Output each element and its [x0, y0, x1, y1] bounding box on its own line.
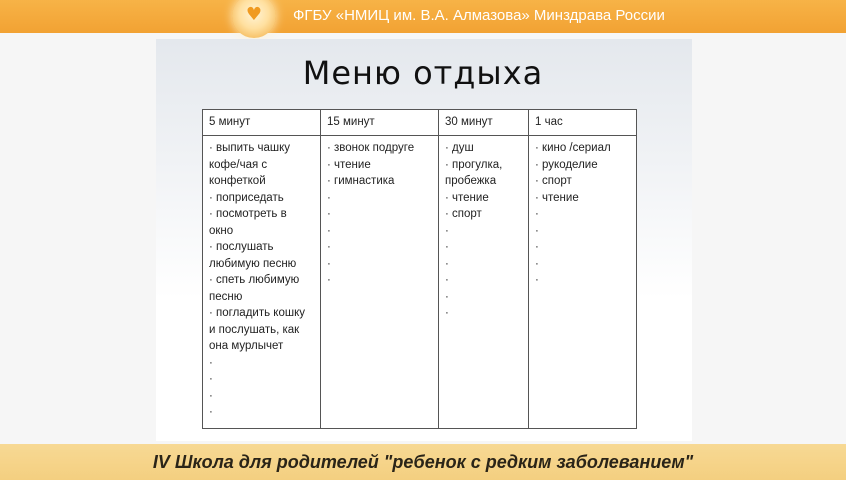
header-bar — [0, 0, 846, 33]
list-item: · посмотреть в окно — [209, 206, 314, 239]
list-item — [445, 305, 522, 322]
list-item: · прогулка, пробежка — [445, 157, 522, 190]
list-item — [327, 272, 432, 289]
list-item: · кино /сериал — [535, 140, 630, 157]
list-item — [445, 239, 522, 256]
list-item — [535, 223, 630, 240]
list-item: · душ — [445, 140, 522, 157]
list-item: · поприседать — [209, 190, 314, 207]
list-item: · выпить чашку кофе/чая с конфеткой — [209, 140, 314, 190]
list-item — [445, 223, 522, 240]
table-cell-5min — [203, 136, 321, 429]
list-item — [209, 371, 314, 388]
list-item — [327, 190, 432, 207]
column-header: 1 час — [529, 110, 637, 136]
org-title: ФГБУ «НМИЦ им. В.А. Алмазова» Минздрава России — [293, 7, 665, 24]
list-item — [535, 272, 630, 289]
footer-caption: IV Школа для родителей "ребенок с редким заболеванием" — [152, 452, 694, 472]
column-header: 15 минут — [321, 110, 439, 136]
list-item — [535, 256, 630, 273]
column-header: 5 минут — [203, 110, 321, 136]
table-cell-30min — [439, 136, 529, 429]
list-item — [445, 256, 522, 273]
list-item — [445, 289, 522, 306]
list-item: · чтение — [445, 190, 522, 207]
list-item: · погладить кошку и послушать, как она мурлычет — [209, 305, 314, 355]
list-item — [445, 272, 522, 289]
slide-title: Меню отдыха — [302, 54, 544, 92]
list-item — [327, 206, 432, 223]
list-item — [535, 239, 630, 256]
column-header: 30 минут — [439, 110, 529, 136]
list-item — [327, 256, 432, 273]
table-cell-1hour — [529, 136, 637, 429]
list-item: · спорт — [445, 206, 522, 223]
list-item: · рукоделие — [535, 157, 630, 174]
list-item: · спорт — [535, 173, 630, 190]
list-item — [327, 223, 432, 240]
list-item: · послушать любимую песню — [209, 239, 314, 272]
rest-menu-table — [202, 109, 637, 429]
list-item — [209, 388, 314, 405]
list-item: · чтение — [327, 157, 432, 174]
list-item — [209, 404, 314, 421]
footer-bar — [0, 444, 846, 480]
list-item: · звонок подруге — [327, 140, 432, 157]
list-item — [327, 239, 432, 256]
list-item: · гимнастика — [327, 173, 432, 190]
table-cell-15min — [321, 136, 439, 429]
list-item — [535, 206, 630, 223]
list-item: · чтение — [535, 190, 630, 207]
list-item — [209, 355, 314, 372]
heart-logo-icon: ♥ — [232, 0, 276, 38]
list-item: · спеть любимую песню — [209, 272, 314, 305]
